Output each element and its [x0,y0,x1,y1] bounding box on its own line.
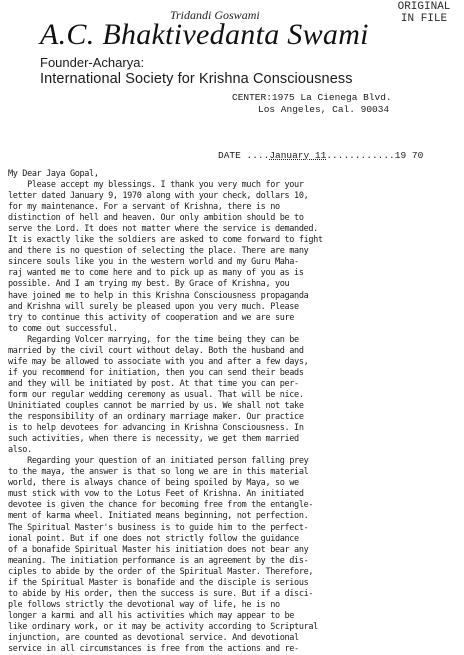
letter-line: ciples to abide by the order of the Spiritual Master. Therefore, [8,566,314,577]
letterhead-society: International Society for Krishna Consciousness [40,71,353,87]
stamp-line-2: IN FILE [400,13,448,25]
date-row: DATE ....January 11............19 70 [218,150,424,161]
letter-line: is to help devotees for advancing in Krishna Consciousness. In [8,423,304,434]
letterhead-founder: Founder-Acharya: [40,55,145,70]
letter-line: if you recommend for initiation, then you can send their beads [8,367,304,378]
letter-line: possible. And I am trying my best. By Grace of Krishna, you [8,279,290,290]
letter-line: married by the civil court without delay. Both the husband and [8,345,304,356]
letter-line: and Krishna will surely be pleased upon you very much. Please [8,301,299,312]
letter-line: devotee is given the chance for becoming free from the entangle- [8,500,314,511]
date-year: 19 70 [394,150,424,161]
letter-line: My Dear Jaya Gopal, [8,169,99,179]
letter-line: serve the Lord. It does not matter where the service is demanded. [8,224,318,235]
original-in-file-stamp [390,1,458,25]
letter-line: longer a karmi and all his activities which may appear to be [8,610,295,621]
letterhead-city: Los Angeles, Cal. 90034 [258,104,390,115]
letter-line: form our regular wedding ceremony as usual. That will be nice. [8,389,304,400]
letter-line: to come out successful. [8,323,118,334]
letter-line: wife may be allowed to associate with you and after a few days, [8,356,309,367]
letter-line: injunction, are counted as devotional service. And devotional [8,632,299,643]
letter-line: must stick with vow to the Lotus Feet of Krishna. An initiated [8,489,304,500]
letter-line: letter dated January 9, 1970 along with your check, dollars 10, [8,191,309,202]
letter-line: such activities, when there is necessity, we get them married [8,434,299,445]
letter-line: Regarding Volcer marrying, for the time being they can be [8,334,299,345]
letterhead-name: A.C. Bhaktivedanta Swami [40,18,369,51]
letter-line: the responsibility of an ordinary marriage maker. Our practice [8,412,304,423]
date-label: DATE [218,150,241,161]
letter-line: and they will be initiated by post. At that time you can per- [8,378,299,389]
letter-line: also. [8,445,32,456]
letter-line: Please accept my blessings. I thank you very much for your [8,180,304,191]
letter-line: distinction of hell and heaven. Our only ambition should be to [8,213,304,224]
letter-line: service in all circumstances is free from the actions and re- [8,644,299,655]
letter-line: world, there is always chance of being spoiled by Maya, so we [8,478,299,489]
letter-line: to the maya, the answer is that so long we are in this material [8,467,309,478]
letter-line: try to continue this activity of cooperation and we are sure [8,312,295,323]
letter-line: if the Spiritual Master is bonafide and the disciple is serious [8,577,309,588]
letter-line: Regarding your question of an initiated person falling prey [8,456,309,467]
letterhead-center-address: CENTER:1975 La Cienega Blvd. [232,92,392,103]
letter-line: for my maintenance. For a servant of Krishna, there is no [8,202,280,213]
letter-line: to abide by His order, then the success is sure. But if a disci- [8,588,314,599]
letter-line: ple follows strictly the devotional way of life, he is no [8,599,280,610]
letter-line: raj wanted me to come here and to pick up as many of you as is [8,268,304,279]
letter-line: meaning. The initiation performance is an agreement by the dis- [8,555,309,566]
letter-body [8,169,460,655]
letter-line: Uninitiated couples cannot be married by us. We shall not take [8,400,304,411]
letter-line: have joined me to help in this Krishna Consciousness propaganda [8,290,309,301]
letter-line: and there is no question of selecting the place. There are many [8,246,309,257]
letter-line: like ordinary work, or it may be activity according to Scriptural [8,621,318,632]
letter-line: ional point. But if one does not strictly follow the guidance [8,533,299,544]
stamp-line-1: ORIGINAL [397,1,451,13]
letterhead-tridandi: Tridandi Goswami [170,8,260,22]
letter-line: of a bonafide Spiritual Master his initiation does not bear any [8,544,309,555]
letter-line: sincere souls like you in the western world and my Guru Maha- [8,257,299,268]
date-value: January 11 [269,150,327,161]
letter-line: ment of karma wheel. Initiated means beginning, not perfection. [8,511,309,522]
letter-line: It is exactly like the soldiers are asked to come forward to fight [8,235,323,246]
letter-line: The Spiritual Master's business is to guide him to the perfect- [8,522,309,533]
